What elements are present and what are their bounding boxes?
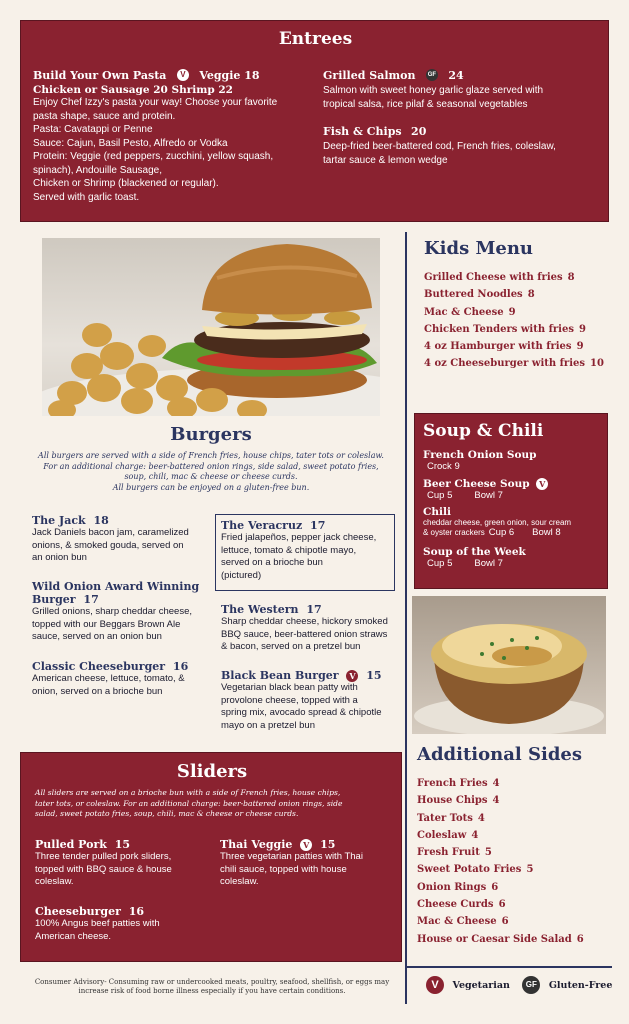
- desc-line: topped with our Beggars Brown Ale: [32, 618, 181, 630]
- soup-of-week-item: [423, 546, 603, 571]
- slider-cheeseburger-item: [35, 905, 215, 943]
- desc-line: Three tender pulled pork sliders,: [35, 851, 172, 862]
- desc-line: lettuce, tomato & chipotle mayo,: [221, 544, 357, 556]
- gluten-free-legend-label: Gluten-Free: [548, 979, 613, 991]
- side-item: [417, 916, 617, 933]
- item-price: 4: [477, 812, 485, 824]
- salmon-name: Grilled Salmon: [323, 69, 416, 82]
- item-name: Cheese Curds: [417, 899, 494, 911]
- desc-line: Three vegetarian patties with Thai: [220, 851, 363, 862]
- thai-veggie-price: 15: [320, 838, 336, 851]
- item-price: 9: [576, 341, 584, 353]
- black-bean-name: Black Bean Burger: [221, 669, 339, 682]
- item-price: 10: [590, 358, 604, 370]
- item-name: Chicken Tenders with fries: [424, 323, 574, 335]
- veracruz-name: The Veracruz: [221, 519, 303, 532]
- desc-line: Jack Daniels bacon jam, caramelized: [32, 527, 189, 538]
- chili-item: [423, 506, 609, 538]
- legend: [426, 976, 616, 998]
- black-bean-item: [221, 669, 401, 732]
- side-item: [417, 813, 617, 830]
- burgers-intro: [22, 451, 400, 493]
- intro-line: salad, sweet potato fries, soup, chili, mac & cheese or cheese curds.: [35, 809, 299, 818]
- desc-line: & bacon, served on a pretzel bun: [221, 641, 361, 652]
- item-price: 5: [526, 864, 534, 876]
- soup-chili-title: Soup & Chili: [423, 421, 544, 441]
- build-pasta-item: [33, 66, 323, 204]
- item-name: Coleslaw: [417, 829, 467, 841]
- desc-line: Salmon with sweet honey garlic glaze served with: [323, 85, 544, 96]
- western-desc: [221, 616, 401, 654]
- western-price: 17: [306, 603, 322, 616]
- build-pasta-prices: Chicken or Sausage 20 Shrimp 22: [33, 84, 233, 96]
- desc-line: Served with garlic toast.: [33, 191, 140, 203]
- sides-list: [417, 778, 617, 951]
- desc-line: Protein: Veggie (red peppers, zucchini, yellow squash,: [33, 151, 274, 162]
- classic-cheeseburger-item: [32, 660, 217, 698]
- sides-title: Additional Sides: [417, 744, 582, 765]
- slider-cheeseburger-price: 16: [128, 905, 145, 918]
- desc-line: Fried jalapeños, pepper jack cheese,: [221, 532, 377, 543]
- kids-item: [424, 358, 614, 375]
- kids-item: [424, 289, 614, 306]
- classic-price: 16: [172, 660, 189, 673]
- pulled-pork-price: 15: [114, 838, 131, 851]
- chili-cup: Cup 6: [488, 527, 515, 538]
- desc-line: Grilled onions, sharp cheddar cheese,: [32, 606, 193, 617]
- french-onion-name: French Onion Soup: [423, 449, 537, 461]
- item-name: House or Caesar Side Salad: [417, 933, 572, 945]
- desc-line: Enjoy Chef Izzy's pasta your way! Choose your favorite: [33, 97, 278, 108]
- classic-desc: [32, 673, 217, 698]
- consumer-advisory: [22, 978, 402, 996]
- soup-week-cup: Cup 5: [427, 558, 453, 569]
- thai-veggie-name: Thai Veggie: [220, 838, 293, 851]
- classic-name: Classic Cheeseburger: [32, 660, 166, 673]
- item-name: 4 oz Cheeseburger with fries: [424, 358, 585, 370]
- side-item: [417, 882, 617, 899]
- thai-veggie-item: [220, 838, 400, 889]
- side-item: [417, 899, 617, 916]
- item-price: 6: [498, 899, 506, 911]
- item-name: French Fries: [417, 778, 488, 789]
- intro-line: All sliders are served on a brioche bun with a side of French fries, house chips,: [35, 788, 341, 797]
- desc-line: Pasta: Cavatappi or Penne: [33, 124, 153, 135]
- wild-onion-desc: [32, 606, 217, 644]
- french-onion-crock: Crock 9: [427, 461, 460, 472]
- chili-desc: cheddar cheese, green onion, sour cream: [423, 518, 572, 527]
- black-bean-price: 15: [366, 669, 382, 682]
- desc-line: onions, & smoked gouda, served on: [32, 539, 184, 551]
- beer-cheese-bowl: Bowl 7: [474, 490, 503, 501]
- pulled-pork-name: Pulled Pork: [35, 838, 107, 851]
- desc-line: tartar sauce & lemon wedge: [323, 154, 448, 166]
- fish-chips-name: Fish & Chips: [323, 125, 402, 138]
- chili-desc2: & oyster crackers: [423, 528, 485, 537]
- column-divider: [405, 232, 407, 1004]
- gluten-free-icon: GF: [426, 69, 438, 81]
- item-name: Grilled Cheese with fries: [424, 272, 563, 283]
- intro-line: soup, chili, mac & cheese or cheese curds.: [124, 472, 298, 481]
- item-price: 9: [578, 323, 586, 335]
- jack-name: The Jack: [32, 514, 86, 527]
- salmon-desc: [323, 84, 603, 111]
- desc-line: spring mix, avocado spread & chipotle: [221, 707, 382, 718]
- soup-week-bowl: Bowl 7: [474, 558, 503, 569]
- vegetarian-legend-icon: V: [426, 976, 444, 994]
- vegetarian-icon: V: [536, 478, 548, 490]
- grilled-salmon-item: [323, 66, 603, 111]
- pulled-pork-item: [35, 838, 215, 889]
- desc-line: Chicken or Shrimp (blackened or regular).: [33, 178, 219, 189]
- desc-line: onion, served on a brioche bun: [32, 685, 163, 697]
- gluten-free-legend-icon: GF: [522, 976, 540, 994]
- item-name: Buttered Noodles: [424, 289, 523, 301]
- slider-cheeseburger-desc: [35, 918, 215, 943]
- kids-item: [424, 307, 614, 324]
- french-onion-item: [423, 449, 603, 474]
- desc-line: mayo on a pretzel bun: [221, 719, 316, 731]
- item-name: Mac & Cheese: [424, 306, 504, 318]
- wild-onion-name1: Wild Onion Award Winning: [32, 580, 200, 593]
- slider-cheeseburger-name: Cheeseburger: [35, 905, 121, 918]
- soup-photo: [412, 596, 606, 734]
- item-price: 4: [492, 795, 500, 807]
- chili-bowl: Bowl 8: [532, 527, 561, 538]
- item-price: 4: [492, 778, 500, 789]
- desc-line: sauce, served on an onion bun: [32, 631, 162, 642]
- side-item: [417, 864, 617, 881]
- item-name: Onion Rings: [417, 881, 487, 893]
- desc-line: Deep-fried beer-battered cod, French fries, coleslaw,: [323, 141, 556, 152]
- fish-chips-desc: [323, 140, 603, 167]
- desc-line: BBQ sauce, beer-battered onion straws: [221, 628, 388, 640]
- desc-line: pasta shape, sauce and protein.: [33, 110, 176, 122]
- black-bean-desc: [221, 682, 401, 732]
- burger-photo: [42, 238, 380, 416]
- desc-line: American cheese.: [35, 930, 112, 942]
- build-pasta-veggie-price: Veggie 18: [199, 69, 260, 82]
- side-item: [417, 795, 617, 812]
- side-item: [417, 830, 617, 847]
- wild-onion-name2: Burger: [32, 593, 76, 606]
- jack-price: 18: [93, 514, 109, 527]
- build-pasta-desc: [33, 96, 323, 204]
- desc-line: served on a brioche bun: [221, 557, 323, 568]
- vegetarian-icon: V: [346, 670, 358, 682]
- desc-line: Sauce: Cajun, Basil Pesto, Alfredo or Vodka: [33, 137, 228, 149]
- western-item: [221, 603, 401, 654]
- item-name: 4 oz Hamburger with fries: [424, 341, 572, 353]
- thai-veggie-desc: [220, 851, 400, 889]
- advisory-line: Consumer Advisory- Consuming raw or undercooked meats, poultry, seafood, shellfish, or eggs may: [34, 978, 390, 986]
- beer-cheese-cup: Cup 5: [427, 490, 453, 501]
- desc-line: spinach), Andouille Sausage,: [33, 164, 162, 176]
- vegetarian-icon: V: [300, 839, 312, 851]
- kids-item: [424, 324, 614, 341]
- entrees-panel: [20, 20, 609, 222]
- kids-item: [424, 272, 614, 289]
- build-pasta-name: Build Your Own Pasta: [33, 69, 167, 82]
- item-price: 9: [508, 306, 516, 318]
- vegetarian-icon: V: [177, 69, 189, 81]
- sliders-panel: [20, 752, 402, 962]
- legend-divider: [407, 966, 612, 968]
- wild-onion-item: [32, 580, 217, 644]
- item-price: 6: [491, 881, 499, 893]
- desc-line: provolone cheese, topped with a: [221, 694, 358, 706]
- side-item: [417, 934, 617, 951]
- item-name: Tater Tots: [417, 812, 473, 824]
- item-price: 6: [576, 933, 584, 945]
- item-price: 6: [501, 916, 509, 928]
- desc-line: topped with BBQ sauce & house: [35, 863, 172, 875]
- intro-line: All burgers can be enjoyed on a gluten-free bun.: [112, 482, 310, 492]
- sliders-intro: [35, 788, 395, 820]
- item-name: Mac & Cheese: [417, 916, 497, 928]
- intro-line: All burgers are served with a side of French fries, house chips, tater tots or coleslaw.: [38, 451, 384, 460]
- the-jack-item: [32, 514, 212, 565]
- desc-line: coleslaw.: [35, 876, 74, 887]
- fish-chips-price: 20: [411, 125, 427, 138]
- pulled-pork-desc: [35, 851, 215, 889]
- desc-line: tropical salsa, rice pilaf & seasonal vegetables: [323, 98, 528, 110]
- desc-line: Sharp cheddar cheese, hickory smoked: [221, 616, 388, 627]
- item-name: House Chips: [417, 795, 488, 807]
- item-price: 8: [527, 289, 535, 301]
- veracruz-price: 17: [310, 519, 326, 532]
- jack-desc: [32, 527, 212, 565]
- advisory-line: increase risk of food borne illness especially if you have certain conditions.: [78, 987, 346, 995]
- item-price: 8: [567, 272, 575, 283]
- vegetarian-legend-label: Vegetarian: [452, 979, 510, 991]
- soup-week-name: Soup of the Week: [423, 546, 526, 558]
- chili-name: Chili: [423, 506, 451, 518]
- soup-chili-panel: [414, 413, 608, 589]
- salmon-price: 24: [448, 69, 464, 82]
- kids-menu-title: Kids Menu: [424, 238, 534, 259]
- burgers-title: Burgers: [170, 424, 252, 445]
- desc-line: an onion bun: [32, 552, 87, 563]
- desc-line: chili sauce, topped with house: [220, 863, 347, 875]
- desc-line: Vegetarian black bean patty with: [221, 682, 358, 693]
- item-price: 4: [471, 829, 479, 841]
- desc-line: 100% Angus beef patties with: [35, 918, 160, 929]
- wild-onion-price: 17: [83, 593, 99, 606]
- veracruz-desc: [221, 532, 389, 582]
- sliders-title: Sliders: [176, 761, 248, 782]
- fish-chips-item: [323, 122, 603, 167]
- side-item: [417, 778, 617, 795]
- western-name: The Western: [221, 603, 299, 616]
- desc-line: coleslaw.: [220, 876, 259, 887]
- beer-cheese-item: [423, 478, 603, 503]
- intro-line: tater tots, or coleslaw. For an additional charge: beer-battered onion rings, side: [35, 798, 343, 808]
- intro-line: For an additional charge: beer-battered onion rings, side salad, sweet potato fries,: [43, 461, 379, 471]
- desc-line: American cheese, lettuce, tomato, &: [32, 673, 185, 684]
- beer-cheese-name: Beer Cheese Soup: [423, 478, 530, 490]
- kids-menu-list: [424, 272, 614, 376]
- side-item: [417, 847, 617, 864]
- item-name: Sweet Potato Fries: [417, 864, 522, 876]
- entrees-title: Entrees: [278, 29, 353, 49]
- item-price: 5: [484, 847, 492, 859]
- desc-line: (pictured): [221, 569, 262, 581]
- kids-item: [424, 341, 614, 358]
- item-name: Fresh Fruit: [417, 847, 480, 859]
- veracruz-item: [215, 514, 395, 591]
